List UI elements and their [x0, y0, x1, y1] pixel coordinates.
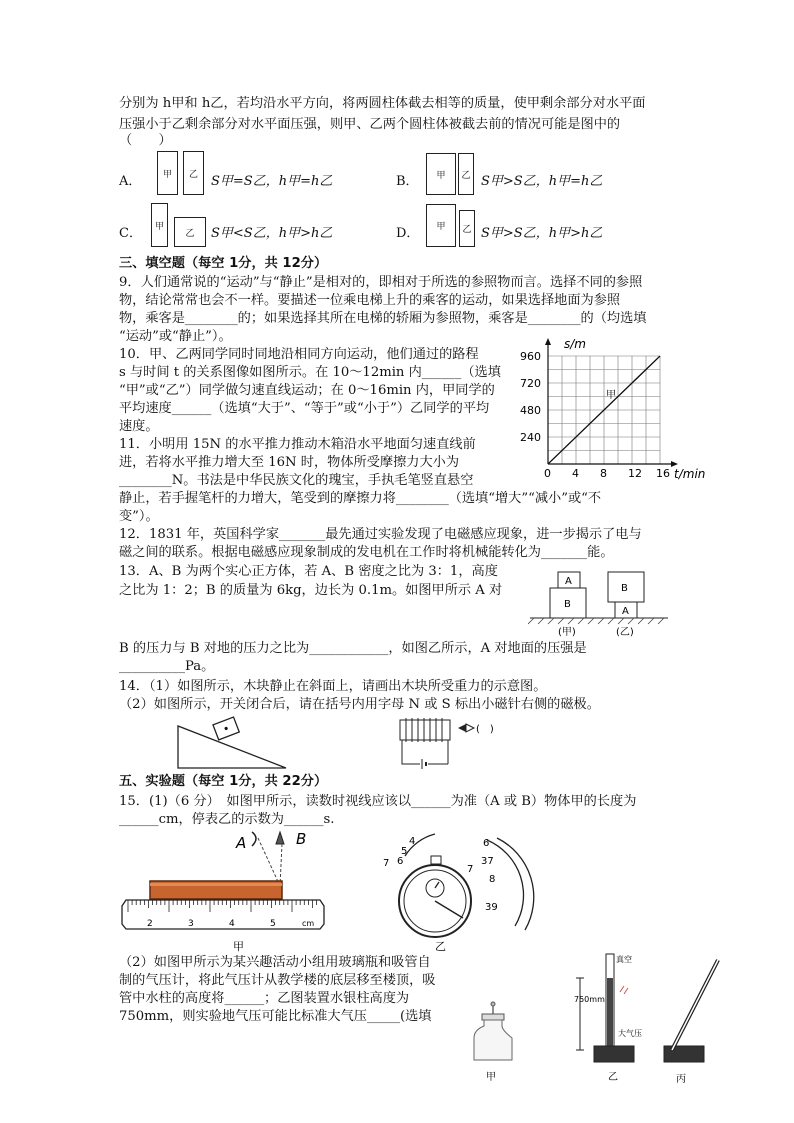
scale-number: 8: [489, 874, 496, 885]
y-tick-label: 960: [520, 350, 541, 363]
x-tick-label: 12: [628, 467, 642, 480]
q13-line: __________Pa。: [119, 659, 215, 674]
q15b-line: 750mm，则实验地气压可能比标准大气压_____(选填: [119, 1009, 432, 1024]
q10-line: “甲”或“乙”）同学做匀速直线运动；在 0～16min 内，甲同学的: [119, 383, 495, 398]
cylinder-yi: 乙: [459, 210, 475, 247]
air-pressure-label: 大气压: [618, 1029, 642, 1038]
ruler-number: 2: [147, 919, 153, 929]
x-tick-label: 16: [656, 467, 670, 480]
ruler-number: 3: [188, 919, 194, 929]
option-c-text: S甲<S乙，h甲>h乙: [211, 226, 333, 241]
option-d-text: S甲>S乙，h甲>h乙: [481, 226, 603, 241]
st-chart: [510, 336, 710, 486]
compass-needle-icon: [458, 724, 466, 732]
x-axis-label: t/min: [674, 467, 706, 481]
y-tick-label: 720: [520, 377, 541, 390]
q13-line: B 的压力与 B 对地的压力之比为____________，如图乙所示，A 对地面的压强是: [119, 641, 587, 656]
q15-line: 15．(1)（6 分） 如图甲所示，读数时视线应该以______为准（A 或 B）物体甲的长度为: [119, 794, 637, 809]
block-b-label: B: [564, 599, 571, 610]
caption-jia: 甲: [233, 940, 244, 953]
section-5-title: 五、实验题（每空 1分，共 22分）: [119, 774, 328, 789]
option-c-key: C．: [119, 226, 142, 241]
caption-yi: 乙: [608, 1072, 618, 1083]
fig-yi-caption: (乙): [616, 627, 634, 638]
option-d-key: D．: [396, 226, 420, 241]
q14-line: 14．（1）如图所示，木块静止在斜面上，请画出木块所受重力的示意图。: [119, 679, 547, 694]
q10-line: s 与时间 t 的关系图像如图所示。在 10～12min 内______（选填: [119, 365, 501, 380]
q9-line: 9．人们通常说的“运动”与“静止”是相对的，即相对于所选的参照物而言。选择不同的参照: [119, 275, 643, 290]
scale-number: 37: [481, 856, 494, 867]
cylinder-jia: 甲: [426, 153, 456, 195]
q15b-line: 管中水柱的高度将______；乙图装置水银柱高度为: [119, 991, 410, 1006]
eye-b-label: B: [296, 830, 307, 848]
stopwatch-number: 7: [383, 858, 390, 869]
stopwatch-figure: [375, 826, 535, 954]
q15-line: ______cm，停表乙的示数为______s.: [119, 812, 335, 827]
block-b-label: B: [621, 583, 628, 594]
pole-bracket: ( ): [476, 724, 494, 735]
ruler-figure: [120, 826, 340, 954]
x-tick-label: 4: [572, 467, 579, 480]
q11-line: 静止，若手握笔杆的力增大，笔受到的摩擦力将________（选填“增大”“减小”或“不: [119, 491, 602, 506]
cylinder-yi: 乙: [458, 153, 474, 195]
option-b-text: S甲>S乙，h甲=h乙: [481, 174, 603, 189]
caption-bing: 丙: [676, 1074, 686, 1085]
q8-line-1: 分别为 h甲和 h乙，若均沿水平方向，将两圆柱体截去相等的质量，使甲剩余部分对水平面: [119, 96, 646, 111]
option-a-key: A．: [119, 174, 142, 189]
q12-line: 12．1831 年，英国科学家_______最先通过实验发现了电磁感应现象，进一步揭示了电与: [119, 527, 642, 542]
eye-a-label: A: [236, 834, 247, 852]
fig-jia-caption: (甲): [558, 627, 576, 638]
blocks-figure: [528, 568, 678, 640]
barometer-figure: [572, 950, 732, 1090]
option-a-text: S甲=S乙，h甲=h乙: [211, 174, 333, 189]
cylinder-jia: 甲: [157, 151, 178, 195]
section-3-title: 三、填空题（每空 1分，共 12分）: [119, 256, 328, 271]
stopwatch-number: 6: [397, 856, 404, 867]
solenoid-figure: [392, 716, 532, 772]
scale-number: 6: [483, 838, 490, 849]
y-axis-label: s/m: [564, 337, 586, 351]
x-tick-label: 0: [544, 467, 551, 480]
series-label-jia: 甲: [606, 390, 616, 401]
q13-line: 13．A、B 为两个实心正方体，若 A、B 密度之比为 3：1，高度: [119, 564, 498, 579]
q15b-line: （2）如图甲所示为某兴趣活动小组用玻璃瓶和吸管自: [119, 955, 431, 970]
q8-line-3: （ ）: [119, 133, 172, 148]
height-label: 750mm: [574, 995, 605, 1004]
cylinder-jia: 甲: [151, 203, 168, 247]
q9-line: 物，结论常常也会不一样。要描述一位乘电梯上升的乘客的运动，如果选择地面为参照: [119, 293, 621, 308]
q10-line: 速度。: [119, 419, 159, 434]
q11-line: 11．小明用 15N 的水平推力推动木箱沿水平地面匀速直线前: [119, 437, 476, 452]
q14-line: （2）如图所示，开关闭合后，请在括号内用字母 N 或 S 标出小磁针右侧的磁极。: [119, 697, 600, 712]
incline-figure: [176, 712, 296, 770]
ruler-number: 5: [270, 919, 276, 929]
cylinder-jia: 甲: [426, 204, 456, 247]
eye-icon: [252, 832, 256, 846]
scale-number: 39: [485, 902, 498, 913]
q9-line: 物，乘客是________的；如果选择其所在电梯的轿厢为参照物，乘客是________的（均选填: [119, 311, 647, 326]
vacuum-label: 真空: [616, 955, 632, 964]
q15b-line: 制的气压计，将此气压计从教学楼的底层移至楼顶，吸: [119, 973, 436, 988]
caption-yi: 乙: [435, 940, 446, 953]
x-tick-label: 8: [600, 467, 607, 480]
q11-line: ________N。书法是中华民族文化的瑰宝，手执毛笔竖直悬空: [119, 473, 474, 488]
cylinder-yi: 乙: [183, 151, 204, 195]
y-tick-label: 480: [520, 404, 541, 417]
y-tick-label: 240: [520, 431, 541, 444]
q8-line-2: 压强小于乙剩余部分对水平面压强，则甲、乙两个圆柱体被截去前的情况可能是图中的: [119, 117, 621, 132]
q9-line: “运动”或“静止”）。: [119, 329, 232, 344]
stopwatch-number: 4: [409, 836, 416, 847]
caption-jia: 甲: [486, 1072, 496, 1083]
scale-number: 7: [467, 864, 474, 875]
ruler-unit: cm: [302, 919, 315, 928]
y-axis-arrow: [545, 338, 551, 345]
eye-icon: [276, 832, 284, 844]
q11-line: 进，若将水平推力增大至 16N 时，物体所受摩擦力大小为: [119, 455, 460, 470]
option-b-key: B．: [396, 174, 419, 189]
q10-line: 平均速度______（选填“大于”、“等于”或“小于”）乙同学的平均: [119, 401, 490, 416]
bottle-figure: [468, 1000, 518, 1088]
ruler-number: 4: [229, 919, 235, 929]
cylinder-yi: 乙: [174, 217, 206, 247]
stopwatch-number: 5: [401, 846, 408, 857]
q13-line: 之比为 1：2；B 的质量为 6kg，边长为 0.1m。如图甲所示 A 对: [119, 583, 503, 598]
q12-line: 磁之间的联系。根据电磁感应现象制成的发电机在工作时将机械能转化为_______能。: [119, 545, 614, 560]
q11-line: 变”）。: [119, 509, 159, 524]
block-a-label: A: [565, 576, 572, 587]
block-a-label: A: [622, 606, 629, 617]
q10-line: 10．甲、乙两同学同时同地沿相同方向运动，他们通过的路程: [119, 347, 479, 362]
